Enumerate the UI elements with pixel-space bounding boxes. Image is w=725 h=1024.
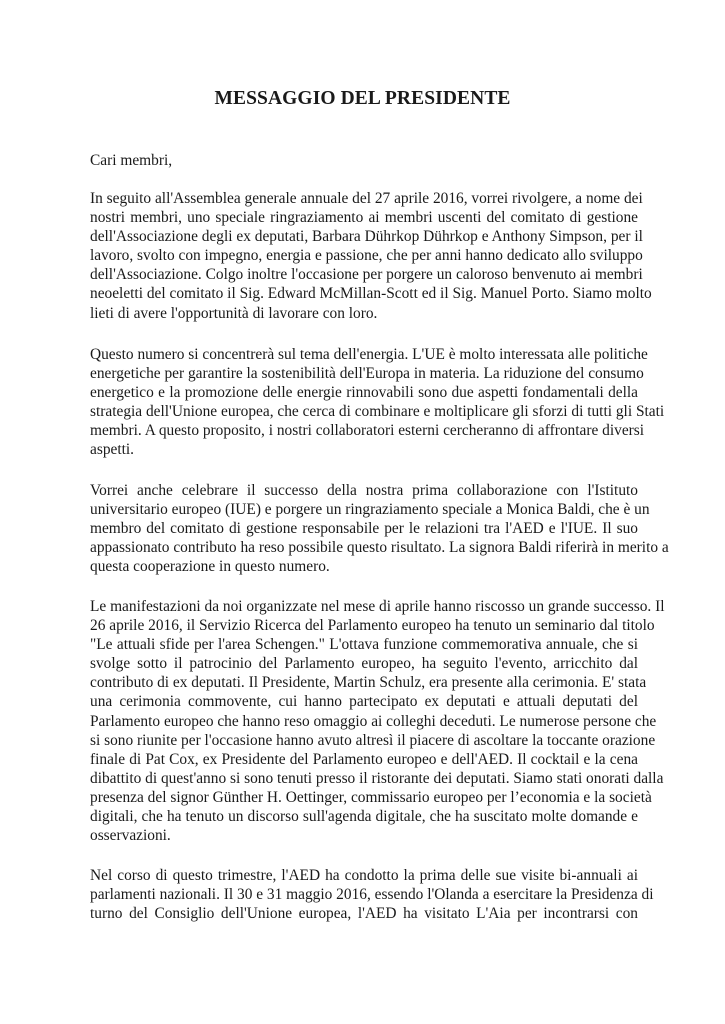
text-line: lavoro, svolto con impegno, energia e passione, che per anni hanno dedicato allo sviluppo: [90, 247, 643, 265]
text-line: turno del Consiglio dell'Unione europea, l'AED ha visitato L'Aia per incontrarsi con: [90, 905, 638, 923]
text-line: appassionato contributo ha reso possibile questo risultato. La signora Baldi riferirà in merito a: [90, 539, 669, 557]
text-line: universitario europeo (IUE) e porgere un ringraziamento speciale a Monica Baldi, che è un: [90, 501, 650, 519]
page-title: MESSAGGIO DEL PRESIDENTE: [214, 88, 511, 109]
text-line: questa cooperazione in questo numero.: [90, 558, 330, 576]
text-line: dell'Associazione degli ex deputati, Barbara Dührkop Dührkop e Anthony Simpson, per il: [90, 228, 643, 246]
text-line: energetiche per garantire la sostenibilità dell'Europa in materia. La riduzione del consumo: [90, 365, 644, 383]
text-line: presenza del signor Günther H. Oettinger, commissario europeo per l’economia e la società: [90, 788, 652, 806]
text-line: 26 aprile 2016, il Servizio Ricerca del Parlamento europeo ha tenuto un seminario dal titolo: [90, 617, 655, 635]
text-line: dell'Associazione. Colgo inoltre l'occasione per porgere un caloroso benvenuto ai membri: [90, 266, 643, 284]
text-line: Questo numero si concentrerà sul tema dell'energia. L'UE è molto interessata alle politiche: [90, 346, 648, 363]
paragraph: [90, 345, 665, 460]
text-line: Parlamento europeo che hanno reso omaggio ai colleghi deceduti. Le numerose persone che: [90, 712, 657, 730]
text-line: contributo di ex deputati. Il Presidente, Martin Schulz, era presente alla cerimonia. E' stata: [90, 674, 647, 692]
greeting: Cari membri,: [90, 152, 173, 169]
text-line: digitali, che ha tenuto un discorso sull'agenda digitale, che ha suscitato molte domande e: [90, 808, 638, 826]
text-line: strategia dell'Unione europea, che cerca di combinare e moltiplicare gli sforzi di tutti gli Stati: [90, 403, 665, 421]
text-line: neoeletti del comitato il Sig. Edward McMillan-Scott ed il Sig. Manuel Porto. Siamo molto: [90, 285, 652, 303]
text-line: "Le attuali sfide per l'area Schengen." L'ottava funzione commemorativa annuale, che si: [90, 636, 638, 654]
text-line: membro del comitato di gestione responsabile per le relazioni tra l'AED e l'IUE. Il suo: [90, 520, 638, 538]
text-line: nostri membri, uno speciale ringraziamento ai membri uscenti del comitato di gestione: [90, 209, 638, 227]
text-line: Vorrei anche celebrare il successo della nostra prima collaborazione con l'Istituto: [90, 482, 638, 499]
paragraph: [90, 481, 669, 576]
text-line: svolge sotto il patrocinio del Parlamento europeo, ha seguito l'evento, arricchito dal: [90, 655, 638, 673]
text-line: parlamenti nazionali. Il 30 e 31 maggio 2016, essendo l'Olanda a esercitare la Presidenza di: [90, 886, 654, 904]
text-line: lieti di avere l'opportunità di lavorare con loro.: [90, 304, 378, 322]
text-line: finale di Pat Cox, ex Presidente del Parlamento europeo e dell'AED. Il cocktail e la cena: [90, 750, 638, 768]
text-line: energetico e la promozione delle energie rinnovabili sono due aspetti fondamentali della: [90, 384, 638, 402]
paragraph: [90, 866, 654, 923]
paragraph: [90, 597, 665, 845]
text-line: si sono riunite per l'occasione hanno avuto altresì il piacere di ascoltare la toccante orazione: [90, 731, 656, 749]
text-line: dibattito di quest'anno si sono tenuti presso il ristorante dei deputati. Siamo stati onorati dalla: [90, 769, 664, 787]
paragraph: [90, 189, 652, 323]
text-line: Nel corso di questo trimestre, l'AED ha condotto la prima delle sue visite bi-annuali ai: [90, 867, 638, 884]
text-line: osservazioni.: [90, 827, 171, 845]
text-line: una cerimonia commovente, cui hanno partecipato ex deputati e attuali deputati del: [90, 693, 638, 711]
text-line: In seguito all'Assemblea generale annuale del 27 aprile 2016, vorrei rivolgere, a nome dei: [90, 190, 643, 207]
text-line: aspetti.: [90, 441, 135, 459]
text-line: membri. A questo proposito, i nostri collaboratori esterni cercheranno di affrontare diversi: [90, 422, 645, 440]
text-line: Le manifestazioni da noi organizzate nel mese di aprile hanno riscosso un grande successo. Il: [90, 598, 665, 615]
